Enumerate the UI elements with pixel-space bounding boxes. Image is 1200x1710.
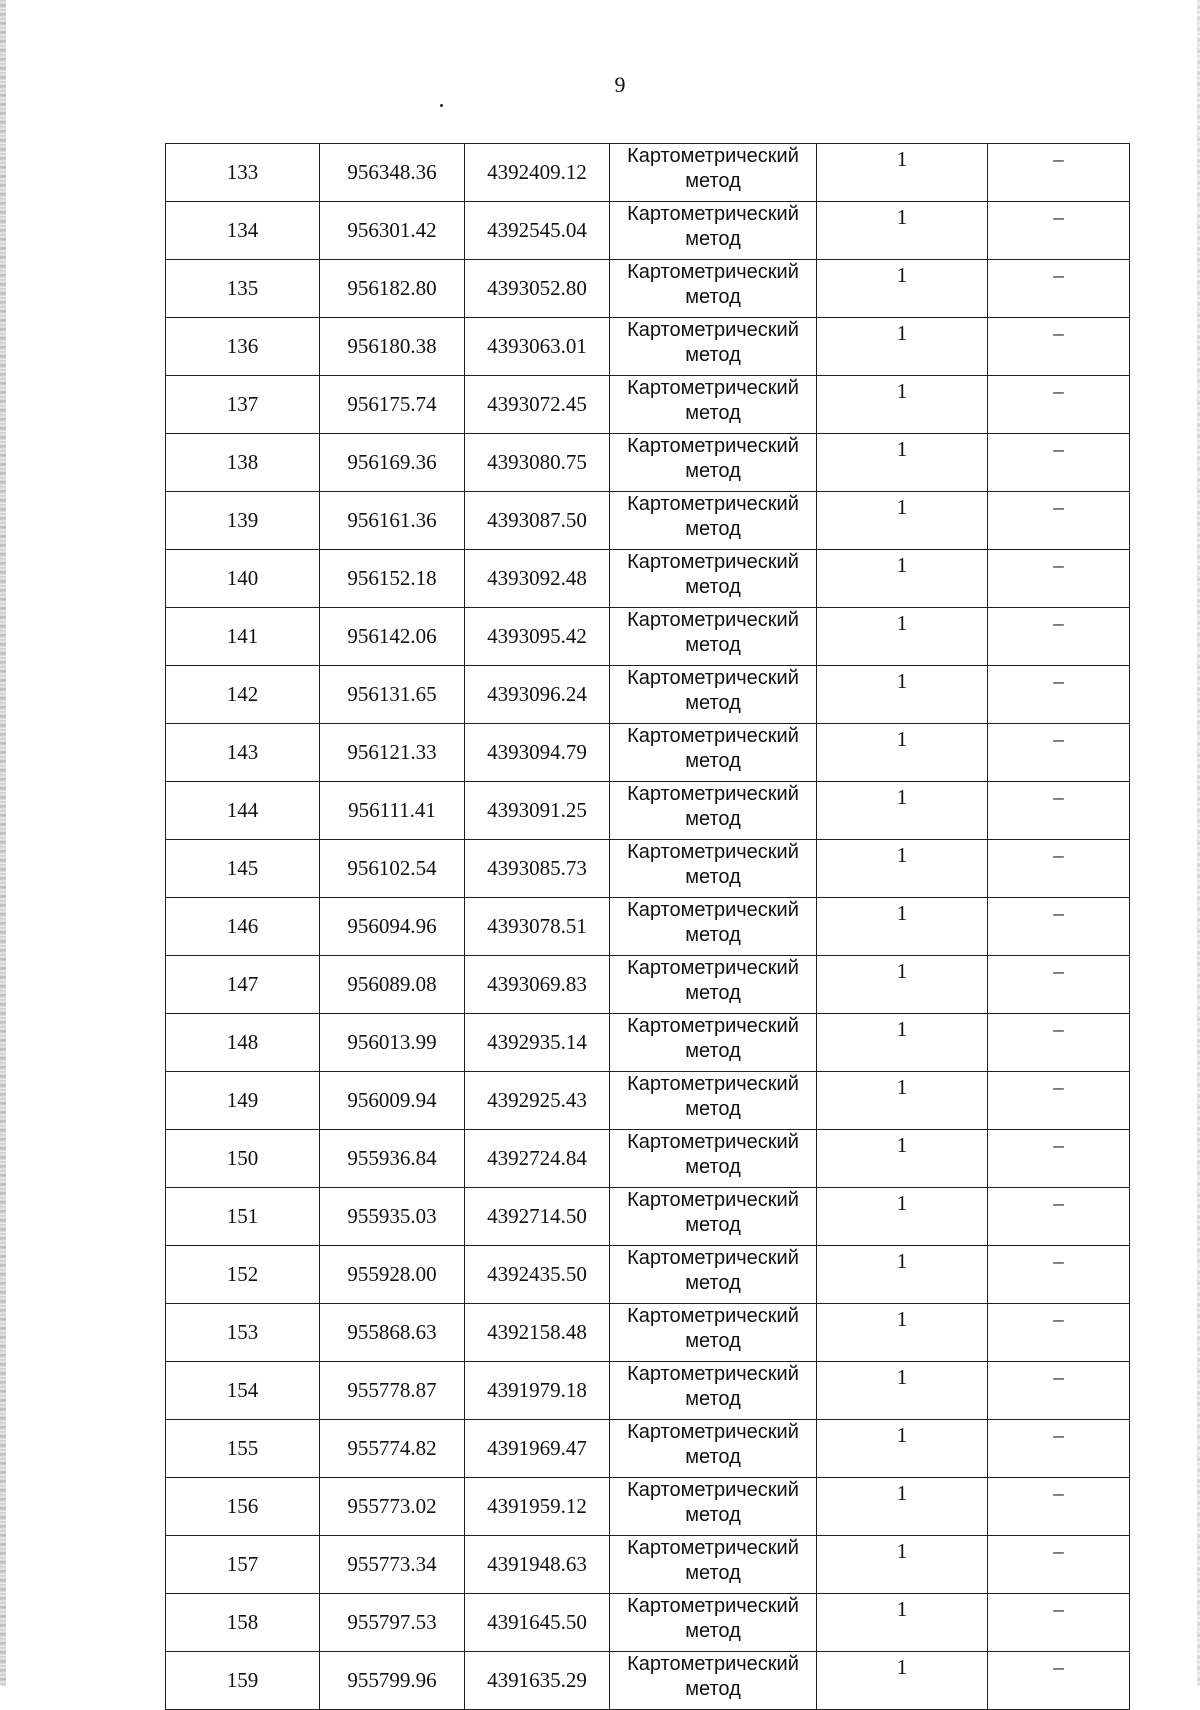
- x-coordinate-cell: 956009.94: [320, 1072, 465, 1130]
- method-line-1: Картометрический: [627, 667, 799, 689]
- method-line-2: метод: [685, 750, 741, 772]
- y-coordinate-cell: 4392545.04: [465, 202, 610, 260]
- method-line-2: метод: [685, 1040, 741, 1062]
- method-line-2: метод: [685, 1504, 741, 1526]
- method-cell: [610, 1188, 817, 1246]
- point-number-cell: 137: [166, 376, 320, 434]
- point-number-cell: 148: [166, 1014, 320, 1072]
- point-number-cell: 158: [166, 1594, 320, 1652]
- method-line-1: Картометрический: [627, 841, 799, 863]
- method-line-2: метод: [685, 924, 741, 946]
- method-cell: [610, 724, 817, 782]
- y-coordinate-cell: 4393095.42: [465, 608, 610, 666]
- table-row: [166, 1362, 1130, 1420]
- method-line-2: метод: [685, 692, 741, 714]
- accuracy-cell: 1: [817, 1594, 988, 1652]
- x-coordinate-cell: 956102.54: [320, 840, 465, 898]
- coordinates-table: [165, 143, 1130, 1710]
- x-coordinate-cell: 956180.38: [320, 318, 465, 376]
- point-number-cell: 141: [166, 608, 320, 666]
- y-coordinate-cell: 4391948.63: [465, 1536, 610, 1594]
- method-cell: [610, 1420, 817, 1478]
- description-cell: –: [988, 956, 1130, 1014]
- accuracy-cell: 1: [817, 492, 988, 550]
- method-cell: [610, 1594, 817, 1652]
- accuracy-cell: 1: [817, 840, 988, 898]
- x-coordinate-cell: 956089.08: [320, 956, 465, 1014]
- y-coordinate-cell: 4393091.25: [465, 782, 610, 840]
- table-row: [166, 492, 1130, 550]
- table-row: [166, 1246, 1130, 1304]
- accuracy-cell: 1: [817, 434, 988, 492]
- method-line-2: метод: [685, 460, 741, 482]
- x-coordinate-cell: 956175.74: [320, 376, 465, 434]
- method-cell: [610, 1014, 817, 1072]
- point-number-cell: 140: [166, 550, 320, 608]
- table-row: [166, 202, 1130, 260]
- method-line-2: метод: [685, 228, 741, 250]
- table-row: [166, 1304, 1130, 1362]
- table-row: [166, 1130, 1130, 1188]
- point-number-cell: 142: [166, 666, 320, 724]
- description-cell: –: [988, 724, 1130, 782]
- method-line-2: метод: [685, 634, 741, 656]
- method-line-1: Картометрический: [627, 1479, 799, 1501]
- scan-edge-left: [0, 0, 6, 1686]
- point-number-cell: 159: [166, 1652, 320, 1710]
- method-line-2: метод: [685, 1562, 741, 1584]
- method-cell: [610, 144, 817, 202]
- x-coordinate-cell: 956348.36: [320, 144, 465, 202]
- description-cell: –: [988, 1420, 1130, 1478]
- y-coordinate-cell: 4392724.84: [465, 1130, 610, 1188]
- method-line-1: Картометрический: [627, 261, 799, 283]
- accuracy-cell: 1: [817, 1304, 988, 1362]
- y-coordinate-cell: 4391645.50: [465, 1594, 610, 1652]
- scan-speck: [440, 104, 443, 107]
- x-coordinate-cell: 956169.36: [320, 434, 465, 492]
- point-number-cell: 149: [166, 1072, 320, 1130]
- point-number-cell: 145: [166, 840, 320, 898]
- point-number-cell: 135: [166, 260, 320, 318]
- method-cell: [610, 1130, 817, 1188]
- table-row: [166, 1072, 1130, 1130]
- description-cell: –: [988, 1130, 1130, 1188]
- x-coordinate-cell: 956182.80: [320, 260, 465, 318]
- x-coordinate-cell: 955799.96: [320, 1652, 465, 1710]
- method-line-1: Картометрический: [627, 957, 799, 979]
- point-number-cell: 144: [166, 782, 320, 840]
- x-coordinate-cell: 956131.65: [320, 666, 465, 724]
- y-coordinate-cell: 4391635.29: [465, 1652, 610, 1710]
- description-cell: –: [988, 434, 1130, 492]
- description-cell: –: [988, 898, 1130, 956]
- method-line-1: Картометрический: [627, 493, 799, 515]
- table-row: [166, 1014, 1130, 1072]
- method-line-1: Картометрический: [627, 1595, 799, 1617]
- method-line-1: Картометрический: [627, 1363, 799, 1385]
- table-row: [166, 1420, 1130, 1478]
- x-coordinate-cell: 955797.53: [320, 1594, 465, 1652]
- method-line-2: метод: [685, 1156, 741, 1178]
- method-cell: [610, 434, 817, 492]
- table-row: [166, 318, 1130, 376]
- method-line-2: метод: [685, 402, 741, 424]
- method-line-2: метод: [685, 1272, 741, 1294]
- method-line-2: метод: [685, 1678, 741, 1700]
- method-cell: [610, 666, 817, 724]
- table-row: [166, 1652, 1130, 1710]
- method-cell: [610, 1072, 817, 1130]
- table-row: [166, 260, 1130, 318]
- method-line-1: Картометрический: [627, 783, 799, 805]
- y-coordinate-cell: 4393052.80: [465, 260, 610, 318]
- table-row: [166, 1536, 1130, 1594]
- method-cell: [610, 550, 817, 608]
- method-line-1: Картометрический: [627, 1131, 799, 1153]
- description-cell: –: [988, 492, 1130, 550]
- table-row: [166, 550, 1130, 608]
- x-coordinate-cell: 955773.02: [320, 1478, 465, 1536]
- table-row: [166, 1188, 1130, 1246]
- method-line-2: метод: [685, 1446, 741, 1468]
- description-cell: –: [988, 318, 1130, 376]
- method-line-1: Картометрический: [627, 1421, 799, 1443]
- x-coordinate-cell: 956161.36: [320, 492, 465, 550]
- method-cell: [610, 898, 817, 956]
- point-number-cell: 153: [166, 1304, 320, 1362]
- accuracy-cell: 1: [817, 782, 988, 840]
- x-coordinate-cell: 955936.84: [320, 1130, 465, 1188]
- accuracy-cell: 1: [817, 202, 988, 260]
- accuracy-cell: 1: [817, 898, 988, 956]
- method-line-2: метод: [685, 808, 741, 830]
- table-row: [166, 434, 1130, 492]
- method-line-2: метод: [685, 1330, 741, 1352]
- method-cell: [610, 202, 817, 260]
- accuracy-cell: 1: [817, 1072, 988, 1130]
- method-cell: [610, 260, 817, 318]
- accuracy-cell: 1: [817, 1014, 988, 1072]
- method-line-1: Картометрический: [627, 609, 799, 631]
- table-row: [166, 1478, 1130, 1536]
- description-cell: –: [988, 1594, 1130, 1652]
- method-line-2: метод: [685, 344, 741, 366]
- table-row: [166, 840, 1130, 898]
- description-cell: –: [988, 376, 1130, 434]
- table-row: [166, 376, 1130, 434]
- accuracy-cell: 1: [817, 318, 988, 376]
- accuracy-cell: 1: [817, 144, 988, 202]
- x-coordinate-cell: 956142.06: [320, 608, 465, 666]
- method-line-1: Картометрический: [627, 377, 799, 399]
- method-cell: [610, 1246, 817, 1304]
- y-coordinate-cell: 4393072.45: [465, 376, 610, 434]
- y-coordinate-cell: 4392714.50: [465, 1188, 610, 1246]
- accuracy-cell: 1: [817, 1652, 988, 1710]
- x-coordinate-cell: 955778.87: [320, 1362, 465, 1420]
- y-coordinate-cell: 4391969.47: [465, 1420, 610, 1478]
- accuracy-cell: 1: [817, 376, 988, 434]
- x-coordinate-cell: 955935.03: [320, 1188, 465, 1246]
- x-coordinate-cell: 956013.99: [320, 1014, 465, 1072]
- method-line-2: метод: [685, 1388, 741, 1410]
- accuracy-cell: 1: [817, 1246, 988, 1304]
- accuracy-cell: 1: [817, 550, 988, 608]
- description-cell: –: [988, 1536, 1130, 1594]
- x-coordinate-cell: 955868.63: [320, 1304, 465, 1362]
- x-coordinate-cell: 955928.00: [320, 1246, 465, 1304]
- method-line-1: Картометрический: [627, 1653, 799, 1675]
- point-number-cell: 152: [166, 1246, 320, 1304]
- table-row: [166, 724, 1130, 782]
- y-coordinate-cell: 4393085.73: [465, 840, 610, 898]
- accuracy-cell: 1: [817, 1188, 988, 1246]
- y-coordinate-cell: 4393087.50: [465, 492, 610, 550]
- point-number-cell: 138: [166, 434, 320, 492]
- method-cell: [610, 956, 817, 1014]
- y-coordinate-cell: 4392935.14: [465, 1014, 610, 1072]
- y-coordinate-cell: 4393069.83: [465, 956, 610, 1014]
- y-coordinate-cell: 4393063.01: [465, 318, 610, 376]
- method-line-2: метод: [685, 1620, 741, 1642]
- description-cell: –: [988, 202, 1130, 260]
- point-number-cell: 139: [166, 492, 320, 550]
- description-cell: –: [988, 1188, 1130, 1246]
- x-coordinate-cell: 955773.34: [320, 1536, 465, 1594]
- method-cell: [610, 1478, 817, 1536]
- page-number: 9: [614, 72, 626, 97]
- method-cell: [610, 608, 817, 666]
- point-number-cell: 155: [166, 1420, 320, 1478]
- description-cell: –: [988, 1362, 1130, 1420]
- method-line-2: метод: [685, 576, 741, 598]
- y-coordinate-cell: 4393092.48: [465, 550, 610, 608]
- method-line-2: метод: [685, 866, 741, 888]
- method-line-2: метод: [685, 518, 741, 540]
- point-number-cell: 146: [166, 898, 320, 956]
- point-number-cell: 156: [166, 1478, 320, 1536]
- description-cell: –: [988, 1246, 1130, 1304]
- table-row: [166, 666, 1130, 724]
- method-line-1: Картометрический: [627, 1015, 799, 1037]
- method-cell: [610, 318, 817, 376]
- method-cell: [610, 1652, 817, 1710]
- point-number-cell: 143: [166, 724, 320, 782]
- table-row: [166, 1594, 1130, 1652]
- y-coordinate-cell: 4393096.24: [465, 666, 610, 724]
- y-coordinate-cell: 4392158.48: [465, 1304, 610, 1362]
- y-coordinate-cell: 4392925.43: [465, 1072, 610, 1130]
- description-cell: –: [988, 260, 1130, 318]
- method-line-1: Картометрический: [627, 1189, 799, 1211]
- x-coordinate-cell: 956301.42: [320, 202, 465, 260]
- point-number-cell: 157: [166, 1536, 320, 1594]
- accuracy-cell: 1: [817, 666, 988, 724]
- point-number-cell: 151: [166, 1188, 320, 1246]
- method-cell: [610, 840, 817, 898]
- method-line-2: метод: [685, 170, 741, 192]
- table-row: [166, 956, 1130, 1014]
- method-line-1: Картометрический: [627, 145, 799, 167]
- description-cell: –: [988, 782, 1130, 840]
- method-cell: [610, 782, 817, 840]
- description-cell: –: [988, 1072, 1130, 1130]
- accuracy-cell: 1: [817, 608, 988, 666]
- x-coordinate-cell: 956152.18: [320, 550, 465, 608]
- y-coordinate-cell: 4392435.50: [465, 1246, 610, 1304]
- method-line-1: Картометрический: [627, 1073, 799, 1095]
- method-cell: [610, 492, 817, 550]
- accuracy-cell: 1: [817, 956, 988, 1014]
- description-cell: –: [988, 550, 1130, 608]
- accuracy-cell: 1: [817, 1420, 988, 1478]
- description-cell: –: [988, 1304, 1130, 1362]
- point-number-cell: 150: [166, 1130, 320, 1188]
- x-coordinate-cell: 956121.33: [320, 724, 465, 782]
- description-cell: –: [988, 1014, 1130, 1072]
- y-coordinate-cell: 4391959.12: [465, 1478, 610, 1536]
- point-number-cell: 147: [166, 956, 320, 1014]
- y-coordinate-cell: 4392409.12: [465, 144, 610, 202]
- description-cell: –: [988, 666, 1130, 724]
- method-cell: [610, 1304, 817, 1362]
- coordinates-table-body: [166, 144, 1130, 1710]
- point-number-cell: 136: [166, 318, 320, 376]
- method-line-2: метод: [685, 286, 741, 308]
- method-line-1: Картометрический: [627, 551, 799, 573]
- method-line-1: Картометрический: [627, 319, 799, 341]
- method-line-1: Картометрический: [627, 725, 799, 747]
- table-row: [166, 782, 1130, 840]
- description-cell: –: [988, 1478, 1130, 1536]
- accuracy-cell: 1: [817, 1478, 988, 1536]
- x-coordinate-cell: 956094.96: [320, 898, 465, 956]
- method-cell: [610, 1536, 817, 1594]
- method-line-1: Картометрический: [627, 899, 799, 921]
- method-line-1: Картометрический: [627, 1537, 799, 1559]
- description-cell: –: [988, 840, 1130, 898]
- accuracy-cell: 1: [817, 1362, 988, 1420]
- accuracy-cell: 1: [817, 1130, 988, 1188]
- accuracy-cell: 1: [817, 260, 988, 318]
- x-coordinate-cell: 955774.82: [320, 1420, 465, 1478]
- accuracy-cell: 1: [817, 1536, 988, 1594]
- y-coordinate-cell: 4393080.75: [465, 434, 610, 492]
- method-line-2: метод: [685, 1214, 741, 1236]
- y-coordinate-cell: 4391979.18: [465, 1362, 610, 1420]
- x-coordinate-cell: 956111.41: [320, 782, 465, 840]
- description-cell: –: [988, 144, 1130, 202]
- method-line-1: Картометрический: [627, 435, 799, 457]
- method-line-2: метод: [685, 1098, 741, 1120]
- method-cell: [610, 1362, 817, 1420]
- description-cell: –: [988, 1652, 1130, 1710]
- point-number-cell: 154: [166, 1362, 320, 1420]
- accuracy-cell: 1: [817, 724, 988, 782]
- table-row: [166, 144, 1130, 202]
- y-coordinate-cell: 4393094.79: [465, 724, 610, 782]
- table-row: [166, 898, 1130, 956]
- table-row: [166, 608, 1130, 666]
- method-line-1: Картометрический: [627, 203, 799, 225]
- method-line-1: Картометрический: [627, 1305, 799, 1327]
- point-number-cell: 134: [166, 202, 320, 260]
- y-coordinate-cell: 4393078.51: [465, 898, 610, 956]
- method-line-2: метод: [685, 982, 741, 1004]
- point-number-cell: 133: [166, 144, 320, 202]
- description-cell: –: [988, 608, 1130, 666]
- method-cell: [610, 376, 817, 434]
- method-line-1: Картометрический: [627, 1247, 799, 1269]
